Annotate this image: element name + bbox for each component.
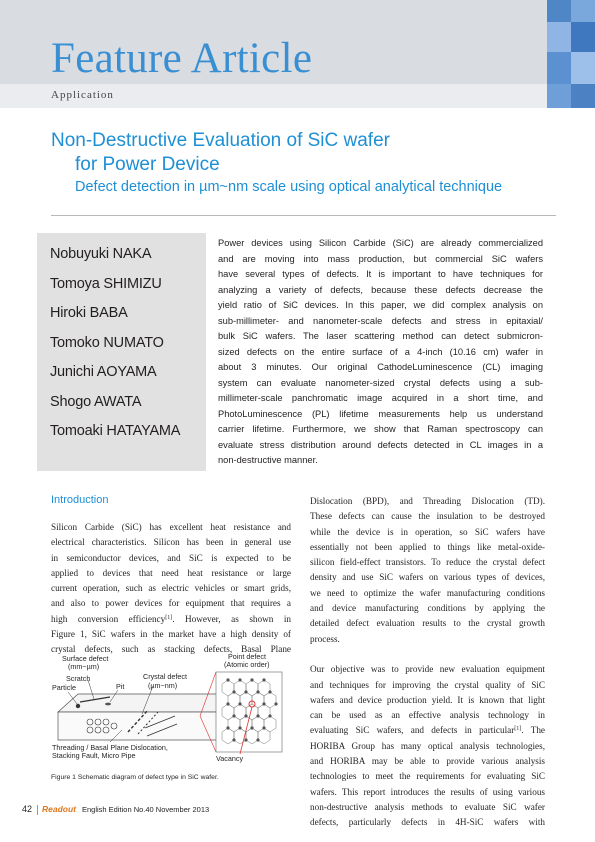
abstract-line: about 3 minutes. Our original CathodeLuminescence (CL) imaging bbox=[218, 362, 543, 372]
abstract-line: sized defects on the entire surface of a 4-inch (10.16 cm) wafer in bbox=[218, 346, 543, 357]
body-line: defects, particularly defects in 4H-SiC wafers with bbox=[310, 817, 545, 828]
body-line bbox=[310, 723, 545, 738]
body-line: HORIBA Group has many optical analysis technologies, bbox=[310, 740, 545, 751]
body-line: technologies to meet the requirements for evaluating SiC bbox=[310, 771, 545, 782]
abstract-line: sub-millimeter- and nanometer-scale defects and stress in epitaxial/ bbox=[218, 315, 543, 326]
abstract-line: non-destructive manner. bbox=[218, 455, 318, 465]
body-line: These defects can cause the insulation to be destroyed bbox=[310, 511, 545, 522]
abstract-line: Power devices using Silicon Carbide (SiC) are already commercialized bbox=[218, 238, 543, 248]
abstract-line: have several types of defects. It is important to have techniques for bbox=[218, 269, 543, 279]
figure-label-point: Point defect bbox=[228, 652, 266, 661]
feature-header bbox=[0, 0, 595, 108]
figure-label-vacancy: Vacancy bbox=[216, 754, 244, 763]
footer-divider bbox=[37, 805, 38, 815]
author-name: Nobuyuki NAKA bbox=[50, 246, 152, 262]
body-line: Silicon Carbide (SiC) has excellent heat resistance and bbox=[51, 522, 291, 532]
body-line: electrical characteristics. Silicon has been in general use bbox=[51, 537, 291, 548]
figure-caption: Figure 1 Schematic diagram of defect type in SiC wafer. bbox=[51, 774, 219, 781]
title-divider bbox=[51, 215, 556, 216]
author-name: Tomoya SHIMIZU bbox=[50, 275, 162, 292]
author-list bbox=[37, 233, 206, 471]
reference-mark: [1] bbox=[165, 614, 173, 621]
author-name: Tomoaki HATAYAMA bbox=[50, 423, 181, 439]
body-line bbox=[51, 612, 291, 627]
figure-label-crystal-scale: (µm~nm) bbox=[148, 681, 178, 690]
header-decoration bbox=[547, 0, 595, 108]
body-line: and HORIBA may be able to provide various analysis bbox=[310, 756, 545, 767]
body-line: applied to devices that need heat resistance or large bbox=[51, 567, 291, 578]
article-subtitle: Defect detection in µm~nm scale using optical analytical technique bbox=[75, 179, 503, 195]
body-line: crystal defects, such as stacking defects, Basal Plane bbox=[51, 644, 291, 655]
body-line: essentially not been applied to things like metal-oxide- bbox=[310, 541, 545, 552]
abstract-line: system can evaluate nanometer-sized crystal defects using a sub- bbox=[218, 377, 543, 388]
body-line: and also to power devices for equipment that requires a bbox=[51, 598, 291, 609]
abstract-line: bulk SiC wafers. The laser scattering method can detect submicron- bbox=[218, 331, 543, 341]
figure-label-point-scale: (Atomic order) bbox=[224, 660, 270, 669]
abstract-line: analyzing a variety of defects, because these defects decrease the bbox=[218, 284, 543, 295]
author-name: Shogo AWATA bbox=[50, 393, 142, 410]
paragraph-gap bbox=[310, 647, 545, 662]
body-text: . However, as shown in bbox=[172, 613, 291, 624]
body-line: we need to optimize the wafer manufacturing conditions bbox=[310, 587, 545, 598]
figure-label-surface-scale: (mm~µm) bbox=[68, 662, 100, 671]
abstract-line: and are moving into mass production, but commercial SiC wafers bbox=[218, 253, 543, 264]
body-line: Figure 1, SiC wafers in the market have a high density of bbox=[51, 629, 291, 640]
figure-label-threading: Threading / Basal Plane Dislocation, bbox=[52, 743, 168, 752]
figure-label-scratch: Scratch bbox=[66, 674, 91, 683]
body-line: can be used as an effective analysis technology in bbox=[310, 710, 545, 721]
body-line: Dislocation (BPD), and Threading Dislocation (TD). bbox=[310, 496, 545, 506]
body-text: . The bbox=[521, 725, 545, 736]
abstract-line: evaluate stress distribution around defects detected in CL images in a bbox=[218, 439, 543, 450]
figure-label-crystal: Crystal defect bbox=[143, 672, 187, 681]
body-line: and techniques for improving the crystal quality of SiC bbox=[310, 679, 545, 690]
figure-label-particle: Particle bbox=[52, 683, 76, 692]
body-line: in semiconductor devices, and SiC is expected to be bbox=[51, 552, 291, 563]
body-line: while the device is in operation, so SiC wafers have bbox=[310, 526, 545, 537]
body-text: evaluating SiC wafers, and defects in particular bbox=[310, 725, 515, 736]
figure-label-stacking: Stacking Fault, Micro Pipe bbox=[52, 751, 136, 760]
author-name: Hiroki BABA bbox=[50, 305, 128, 321]
introduction-heading: Introduction bbox=[51, 494, 109, 506]
author-name: Tomoko NUMATO bbox=[50, 334, 164, 351]
abstract-line: carrier lifetime. Furthermore, we show that Raman spectroscopy can bbox=[218, 424, 543, 434]
figure-label-surface: Surface defect bbox=[62, 654, 109, 663]
abstract bbox=[218, 236, 543, 469]
reference-mark: [1] bbox=[514, 726, 522, 733]
body-line: silicon field-effect transistors. To reduce the crystal defect bbox=[310, 557, 545, 568]
section-label: Application bbox=[51, 89, 114, 101]
body-line: wafers and device production yield. It is known that light bbox=[310, 694, 545, 705]
abstract-line: yield ratio of SiC devices. In this paper, we did complex analysis on bbox=[218, 300, 543, 310]
figure-label-pit: Pit bbox=[116, 682, 125, 691]
body-line: Our objective was to provide new evaluation equipment bbox=[310, 664, 545, 675]
body-text: high conversion efficiency bbox=[51, 613, 166, 624]
body-line: and device manufacturing conditions by applying the bbox=[310, 603, 545, 614]
article-title-line2: for Power Device bbox=[75, 154, 220, 175]
author-name: Junichi AOYAMA bbox=[50, 364, 157, 380]
figure-1 bbox=[50, 650, 290, 768]
body-line: process. bbox=[310, 633, 340, 644]
left-column bbox=[51, 520, 291, 658]
body-line: density and use SiC wafers on various types of devices, bbox=[310, 572, 545, 583]
right-column bbox=[310, 494, 545, 831]
readout-logo: Readout bbox=[42, 804, 76, 814]
article-title-line1: Non-Destructive Evaluation of SiC wafer bbox=[51, 130, 390, 151]
body-line: wafers. This report introduces the results of using various bbox=[310, 786, 545, 797]
feature-article-title: Feature Article bbox=[51, 35, 313, 82]
abstract-line: millimeter-scale panchromatic image acquired in a short time, and bbox=[218, 393, 543, 403]
body-line: current operation, such as electric vehicles or smart grids, bbox=[51, 583, 291, 594]
page-number: 42 bbox=[22, 804, 33, 814]
body-line: non-destructive analysis methods to evaluate SiC wafer bbox=[310, 801, 545, 812]
abstract-line: PhotoLuminescence (PL) lifetime measurements help us understand bbox=[218, 408, 543, 419]
body-line: detailed defect evaluation results to the crystal growth bbox=[310, 618, 545, 629]
edition-info: English Edition No.40 November 2013 bbox=[82, 805, 210, 814]
